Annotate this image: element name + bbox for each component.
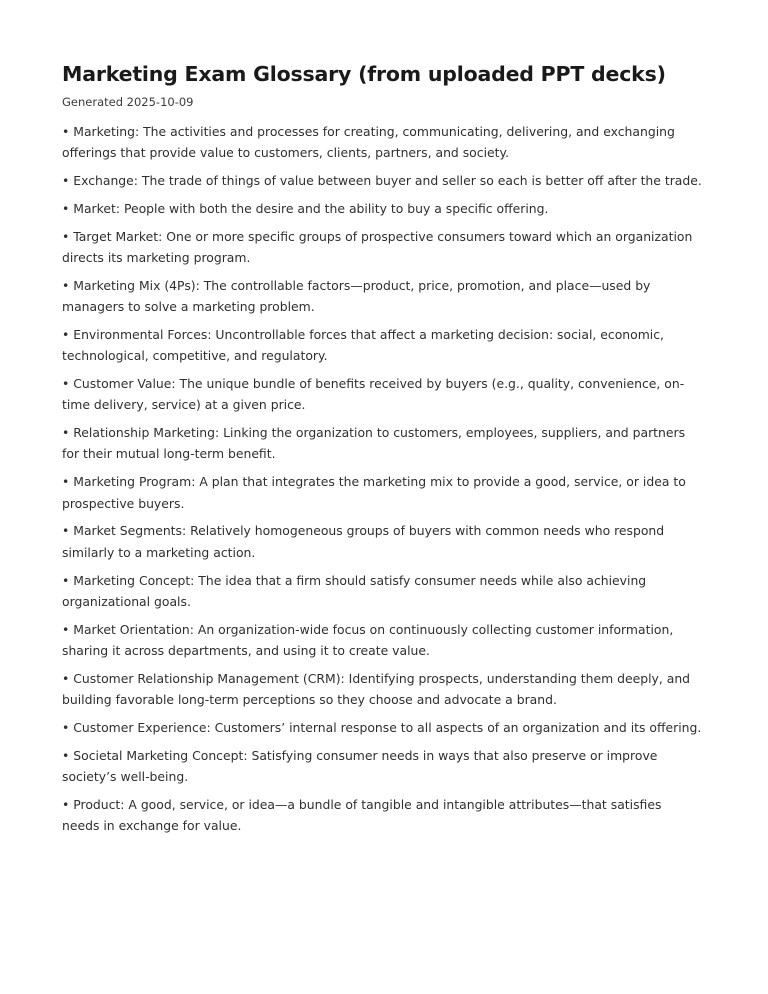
generated-date: Generated 2025-10-09 bbox=[62, 94, 194, 109]
list-item: • Target Market: One or more specific groups of prospective consumers toward which an organization directs its marketing program. bbox=[62, 228, 693, 265]
list-item: • Marketing Program: A plan that integrates the marketing mix to provide a good, service, or idea to prospective buyers. bbox=[62, 474, 686, 511]
glossary-list bbox=[62, 121, 702, 837]
list-item: • Exchange: The trade of things of value between buyer and seller so each is better off after the trade. bbox=[62, 172, 702, 188]
list-item: • Market Orientation: An organization-wide focus on continuously collecting customer information, sharing it across departments, and using it to create value. bbox=[62, 621, 674, 659]
list-item: • Marketing Mix (4Ps): The controllable factors—product, price, promotion, and place—used by managers to solve a marketing problem. bbox=[62, 277, 651, 315]
list-item: • Product: A good, service, or idea—a bundle of tangible and intangible attributes—that satisfies needs in exchange for value. bbox=[62, 797, 662, 834]
list-item: • Environmental Forces: Uncontrollable forces that affect a marketing decision: social, economic, technological, competitive, and regulatory. bbox=[62, 326, 664, 364]
list-item: • Customer Experience: Customers’ internal response to all aspects of an organization and its offering. bbox=[62, 720, 702, 736]
list-item: • Market: People with both the desire and the ability to buy a specific offering. bbox=[62, 200, 549, 216]
list-item: • Marketing: The activities and processes for creating, communicating, delivering, and exchanging offerings that provide value to customers, clients, partners, and society. bbox=[62, 123, 675, 161]
list-item: • Customer Value: The unique bundle of benefits received by buyers (e.g., quality, convenience, on-time delivery, service) at a given price. bbox=[62, 376, 685, 413]
list-item: • Customer Relationship Management (CRM): Identifying prospects, understanding them deeply, and building favorable long-term perceptions so they choose and advocate a brand. bbox=[62, 670, 691, 708]
list-item: • Marketing Concept: The idea that a firm should satisfy consumer needs while also achieving organizational goals. bbox=[62, 572, 647, 609]
list-item: • Market Segments: Relatively homogeneous groups of buyers with common needs who respond similarly to a marketing action. bbox=[62, 523, 665, 560]
page-title: Marketing Exam Glossary (from uploaded PPT decks) bbox=[62, 62, 666, 86]
list-item: • Societal Marketing Concept: Satisfying consumer needs in ways that also preserve or improve society’s well-being. bbox=[62, 747, 658, 785]
list-item: • Relationship Marketing: Linking the organization to customers, employees, suppliers, and partners for their mutual long-term benefit. bbox=[62, 425, 686, 462]
